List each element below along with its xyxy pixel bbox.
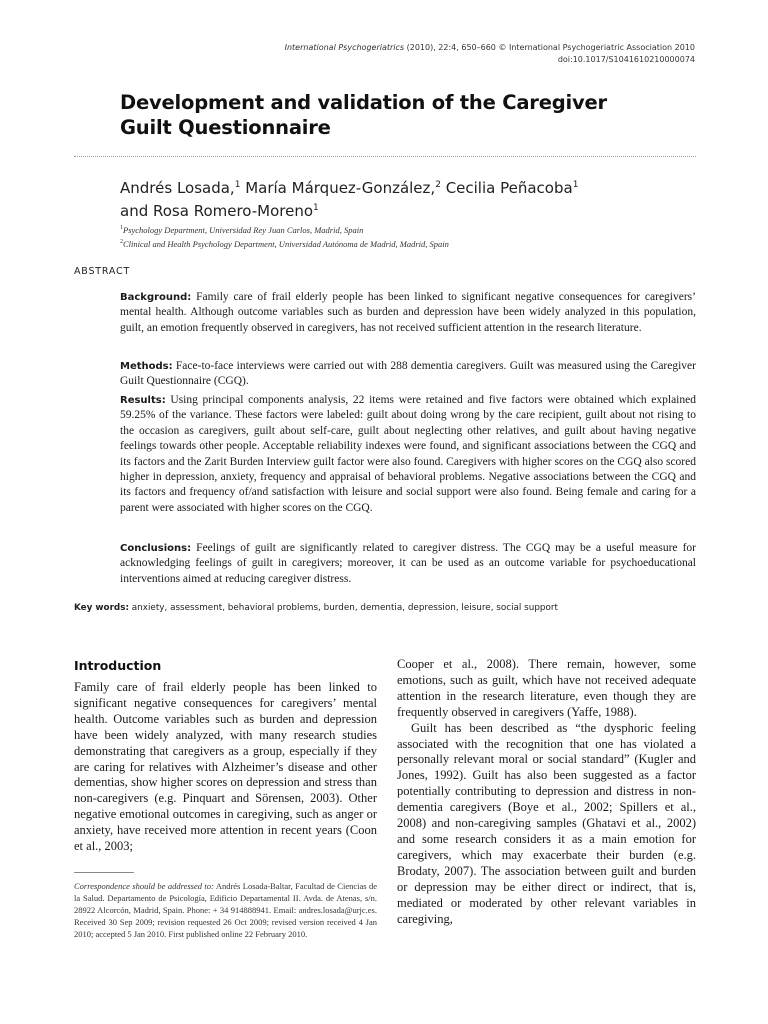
introduction-heading: Introduction	[74, 658, 162, 673]
correspondence-note	[74, 880, 377, 940]
section-head-conclusions: Conclusions:	[120, 543, 192, 554]
affiliation-text: Clinical and Health Psychology Department, Universidad Autónoma de Madrid, Madrid, Spain	[123, 238, 449, 249]
keywords	[74, 602, 696, 614]
intro-left-column: Family care of frail elderly people has been linked to significant negative consequences for caregivers’ mental health. Outcome variables such as burden and depression have been widely analyzed, with many research studies demonstrating that caregivers as a group, especially if they are caring for relatives with Alzheimer’s disease and other dementias, show higher scores on depression and stress than non-caregivers (e.g. Pinquart and Sörensen, 2003). Other negative emotional outcomes in caregiving, such as anger or anxiety, have received more attention in recent years (Coon et al., 2003;	[74, 680, 377, 854]
abstract-conclusions	[120, 541, 696, 587]
authors-line-1	[120, 175, 680, 198]
title-line-2: Guilt Questionnaire	[120, 116, 331, 139]
section-head-results: Results:	[120, 395, 166, 406]
background-text: Family care of frail elderly people has been linked to significant negative consequences for caregivers’ mental health. Although outcome variables such as burden and depression have been widely analyzed in this population, guilt, an emotion frequently observed in caregivers, has not received sufficient attention in the research literature.	[120, 291, 696, 334]
keywords-head: Key words:	[74, 603, 129, 613]
author-affiliation-mark: 2	[435, 180, 441, 190]
journal-volume-copyright: (2010), 22:4, 650–660 © International Psychogeriatric Association 2010	[404, 43, 695, 52]
affiliation-text: Psychology Department, Universidad Rey Juan Carlos, Madrid, Spain	[123, 224, 364, 235]
intro-paragraph: Cooper et al., 2008). There remain, however, some emotions, such as guilt, which have not received adequate attention in the research literature, even though they are frequently observed in caregivers (Yaffe, 1988).	[397, 657, 696, 719]
author-name: María Márquez-González,	[240, 179, 436, 197]
journal-header	[285, 42, 695, 66]
methods-text: Face-to-face interviews were carried out with 288 dementia caregivers. Guilt was measured using the Caregiver Guilt Questionnaire (CGQ).	[120, 360, 696, 388]
conclusions-text: Feelings of guilt are significantly related to caregiver distress. The CGQ may be a useful measure for acknowledging feelings of guilt in caregivers; moreover, it can be used as an outcome variable for psychoeducational interventions aimed at reducing caregiver distress.	[120, 542, 696, 585]
doi: doi:10.1017/S1041610210000074	[557, 55, 695, 64]
affiliations	[120, 222, 680, 250]
results-text: Using principal components analysis, 22 items were retained and five factors were obtained which explained 59.25% of the variance. These factors were labeled: guilt about doing wrong by the care recipient, guilt about not rising to the occasion as caregivers, guilt about self-care, guilt about neglecting other relatives, and guilt about having negative feelings towards other people. Acceptable reliability indexes were found, and significant associations between the CGQ and its factors and the Zarit Burden Interview guilt factor were also found. Caregivers with higher scores on the CGQ also scored higher in depression, anxiety, frequency and appraisal of behavioral problems. Negative associations between the CGQ and its factors and frequency of/and satisfaction with leisure and social support were also found. Being female and caring for a parent were associated with higher scores on the CGQ.	[120, 394, 696, 514]
author-affiliation-mark: 1	[234, 180, 241, 190]
correspondence-lead: Correspondence should be addressed to:	[74, 881, 214, 891]
keywords-list: anxiety, assessment, behavioral problems, burden, dementia, depression, leisure, social support	[129, 603, 558, 613]
title-divider	[74, 156, 696, 157]
affiliation-mark: 1	[120, 225, 123, 231]
author-affiliation-mark: 1	[572, 180, 579, 190]
author-affiliation-mark: 1	[313, 203, 319, 213]
section-head-background: Background:	[120, 292, 192, 303]
author-name: and Rosa Romero-Moreno	[120, 202, 314, 220]
abstract-results	[120, 393, 696, 516]
author-name: Cecilia Peñacoba	[440, 179, 573, 197]
intro-right-column	[397, 657, 696, 927]
section-head-methods: Methods:	[120, 361, 173, 372]
affiliation-item	[120, 222, 680, 236]
abstract-label: ABSTRACT	[74, 266, 131, 277]
affiliation-item	[120, 236, 680, 250]
journal-name: International Psychogeriatrics	[284, 43, 405, 52]
article-title	[120, 90, 680, 140]
correspondence-text: Andrés Losada-Baltar, Facultad de Ciencias de la Salud. Departamento de Psicología, Edificio Departamental II. Avda. de Atenas, s/n. 28922 Alcorcón, Madrid, Spain. Phone: + 34 914888941. Email: andres.losada@urjc.es. Received 30 Sep 2009; revision requested 26 Oct 2009; revised version received 4 Jan 2010; accepted 5 Jan 2010. First published online 22 February 2010.	[74, 881, 378, 939]
authors-line-2	[120, 198, 680, 221]
abstract-background	[120, 290, 696, 336]
title-line-1: Development and validation of the Caregiver	[120, 91, 607, 114]
footnote-divider	[74, 872, 134, 873]
journal-citation	[285, 42, 695, 54]
authors	[120, 175, 680, 221]
intro-paragraph: Guilt has been described as “the dysphoric feeling associated with the recognition that one has violated a personally relevant moral or social standard” (Kugler and Jones, 1992). Guilt has also been suggested as a factor potentially contributing to depression and distress in non-dementia caregivers (Boye et al., 2002; Spillers et al., 2008) and non-caregiving samples (Ghatavi et al., 2002) and some research considers it as a main emotion for caregivers, which may exacerbate their burden (e.g. Brodaty, 2007). The association between guilt and burden or depression may be either direct or indirect, that is, mediated or moderated by other relevant variables in caregiving,	[397, 720, 696, 926]
affiliation-mark: 2	[120, 238, 123, 245]
abstract-methods	[120, 359, 696, 390]
author-name: Andrés Losada,	[120, 179, 235, 197]
